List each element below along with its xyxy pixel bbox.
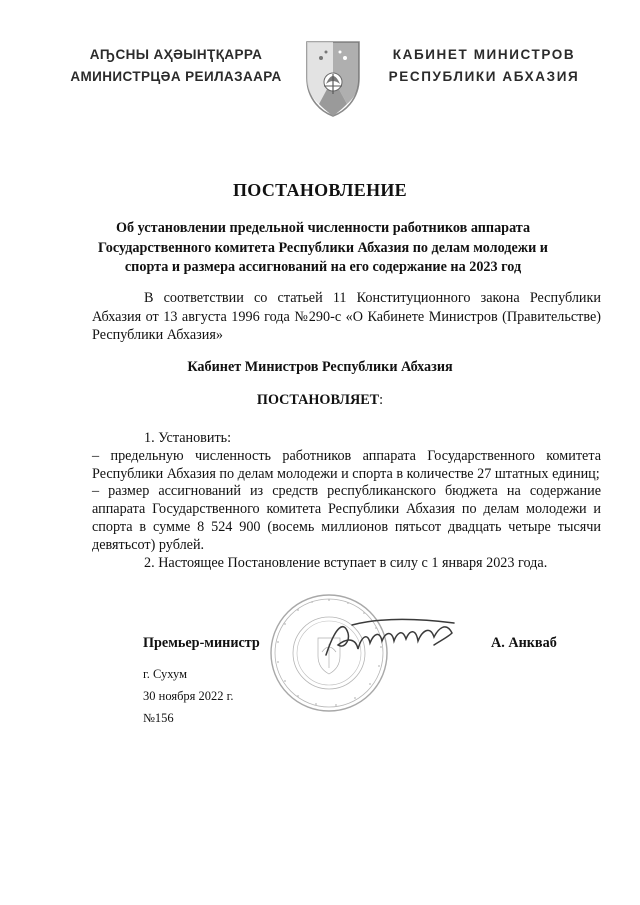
resolves-heading [0,392,640,409]
document-subtitle: Об установлении предельной численности работников аппарата Государственного комитета Республики Абхазия по делам молодежи и спорта и размера ассигнований на его содержание на 2023 год [98,220,548,275]
document-city: г. Сухум [143,667,188,681]
header-right-russian [378,44,590,88]
header-left-abkhaz [60,44,292,88]
item-2: 2. Настоящее Постановление вступает в силу с 1 января 2023 года. [144,554,548,571]
handwritten-signature-icon [322,615,462,665]
item-1-a: – предельную численность работников аппарата Государственного комитета Республики Абхазия по делам молодежи и спорта в количестве 27 штатных единиц; [92,447,601,482]
resolves-word: ПОСТАНОВЛЯЕТ [256,392,380,408]
item-1-b: – размер ассигнований из средств республиканского бюджета на содержание аппарата Государственного комитета Республики Абхазия по делам молодежи и спорта в сумме 8 524 900 (восемь миллионов пятьсот двадцать четыре тысячи девятьсот) рублей. [92,483,601,553]
resolves-colon: : [379,392,384,408]
signatory-name: А. Анкваб [491,635,557,651]
signatory-position: Премьер-министр [143,635,260,651]
header-left-line1: АҦСНЫ АҲӘЫНҬҚАРРА [89,47,263,62]
abkhazia-coat-of-arms-icon [304,38,362,118]
preamble-paragraph: В соответствии со статьей 11 Конституционного закона Республики Абхазия от 13 августа 1996 года №290-с «О Кабинете Министров (Правительстве) Республики Абхазия» [92,290,601,343]
document-number: №156 [143,711,174,725]
document-date: 30 ноября 2022 г. [143,689,234,703]
header-right-line1: КАБИНЕТ МИНИСТРОВ [392,47,576,62]
resolution-body [92,430,601,572]
document-title: ПОСТАНОВЛЕНИЕ [233,180,407,200]
item-1: 1. Установить: [144,430,232,446]
header-right-line2: РЕСПУБЛИКИ АБХАЗИЯ [388,69,580,84]
header-left-line2: АМИНИСТРЦӘА РЕИЛАЗААРА [70,69,282,84]
issuer-line: Кабинет Министров Республики Абхазия [187,359,453,375]
